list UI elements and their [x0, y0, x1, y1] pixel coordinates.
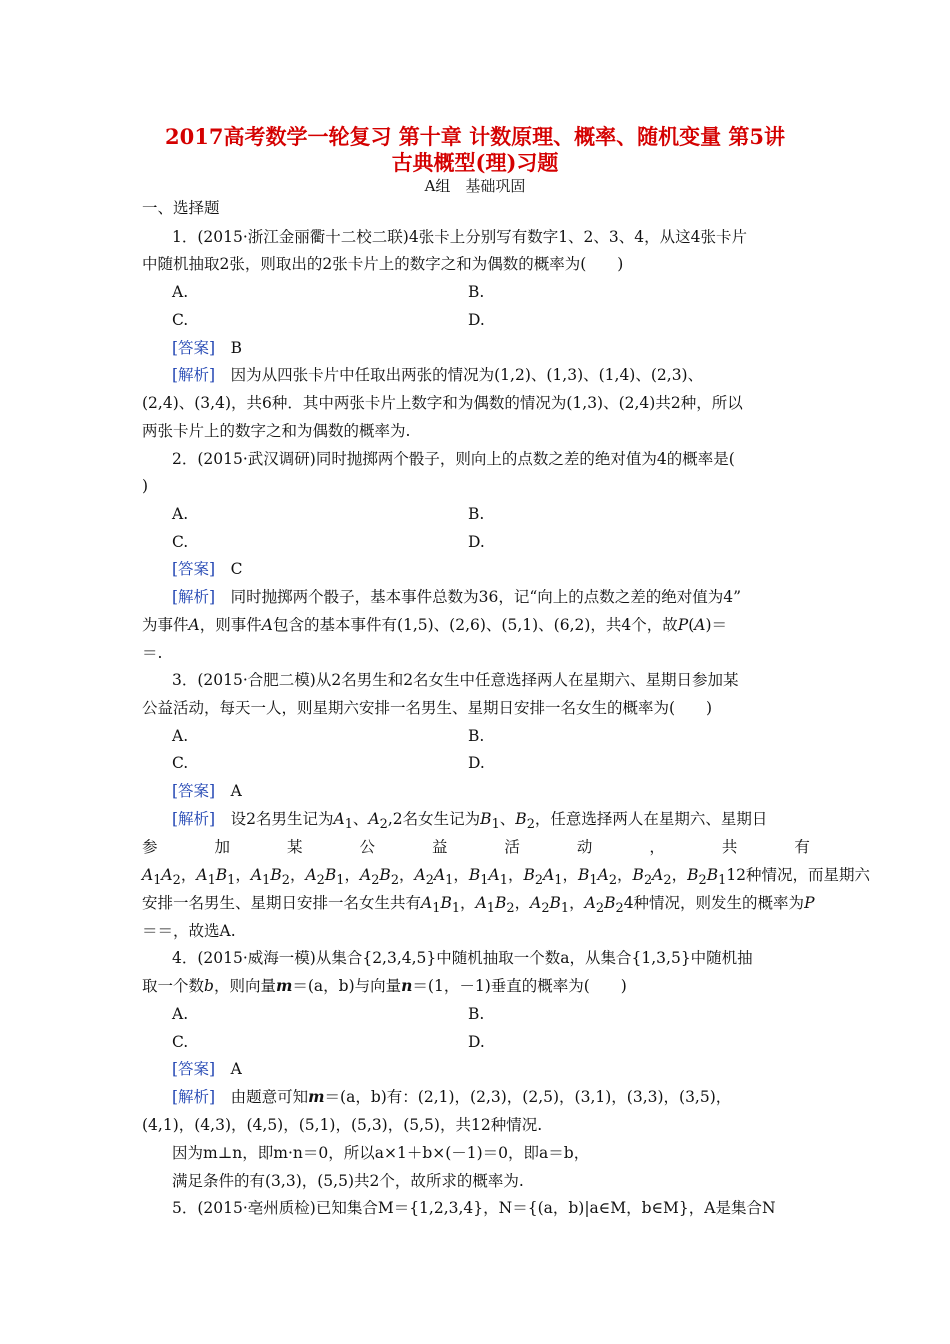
- q3-analysis-line-1: [解析] 设2名男生记为$A_1$、$A_2,2$名女生记为$B_1$、$B_2$，任意选择两人在星期六、星期日: [172, 810, 768, 833]
- q2-answer: [172, 559, 243, 579]
- q2-option-d: D.: [468, 533, 485, 551]
- word: 益: [431, 838, 448, 856]
- q1-analysis-line-3: 两张卡片上的数字之和为偶数的概率为.: [142, 422, 411, 440]
- document-title-line-2: 古典概型(理)习题: [391, 150, 559, 175]
- q3-analysis-line-3: $A_1A_2$，$A_1B_1$，$A_1B_2$，$A_2B_1$，$A_2B_2$，$A_2A_1$，$B_1A_1$，$B_2A_1$，$B_1A_2$，$B_2A_2$，$B_2B_112$种情况，而星期六: [142, 866, 871, 889]
- q1-option-a: A.: [172, 283, 189, 301]
- q3-option-c: C.: [172, 754, 189, 772]
- q2-analysis-line-1: [172, 587, 741, 607]
- q2-option-a: A.: [172, 505, 189, 523]
- q4-stem-line-1: 4．(2015·威海一模)从集合{2,3,4,5}中随机抽取一个数a，从集合{1,3,5}中随机抽: [172, 949, 753, 967]
- q4-a1-post: ＝(a，b)有：(2,1)，(2,3)，(2,5)，(3,1)，(3,3)，(3,5)，: [324, 1088, 732, 1106]
- q2-a2-mid: ，则事件: [199, 616, 262, 634]
- word: 某: [286, 838, 303, 856]
- q3-analysis-line-5: ＝＝，故选A.: [142, 922, 236, 940]
- analysis-tag: [解析]: [172, 1088, 216, 1106]
- answer-tag: [答案]: [172, 560, 216, 578]
- q1-analysis-line-1: [172, 365, 703, 385]
- q2-analysis-text-1: 同时抛掷两个骰子，基本事件总数为36，记“向上的点数之差的绝对值为4”: [230, 588, 742, 606]
- q2-answer-value: C: [230, 560, 243, 578]
- analysis-tag: [解析]: [172, 588, 216, 606]
- q3-answer-value: A: [230, 782, 242, 800]
- q2-option-c: C.: [172, 533, 189, 551]
- q2-stem-line-2: ): [142, 477, 149, 495]
- q3-option-a: A.: [172, 727, 189, 745]
- q4-l2-post: ＝(1，－1)垂直的概率为( ): [412, 977, 627, 995]
- q1-stem-line-2: 中随机抽取2张，则取出的2张卡片上的数字之和为偶数的概率为( ): [142, 255, 624, 273]
- q4-analysis-line-2: (4,1)，(4,3)，(4,5)，(5,1)，(5,3)，(5,5)，共12种情况.: [142, 1116, 543, 1134]
- q3-analysis-line-4: 安排一名男生、星期日安排一名女生共有$A_1B_1$，$A_1B_2$，$A_2B_1$，$A_2B_24$种情况，则发生的概率为P: [142, 894, 815, 917]
- word: 活: [504, 838, 520, 856]
- q4-analysis-line-1: [解析] 由题意可知m＝(a，b)有：(2,1)，(2,3)，(2,5)，(3,1)，(3,3)，(3,5)，: [172, 1087, 732, 1106]
- q1-analysis-line-2: (2,4)、(3,4)，共6种．其中两张卡片上数字和为偶数的情况为(1,3)、(2,4)共2种，所以: [142, 394, 743, 412]
- q1-answer: [172, 338, 242, 358]
- word: 加: [214, 838, 230, 856]
- q1-answer-value: B: [230, 339, 243, 357]
- q4-option-a: A.: [172, 1005, 189, 1023]
- q3-analysis-line-2: [142, 837, 810, 857]
- word: 公: [359, 838, 375, 856]
- q3-answer: [172, 781, 242, 801]
- answer-tag: [答案]: [172, 339, 216, 357]
- q2-a2-end: ＝: [711, 616, 728, 634]
- q3-a1-mid: 2名女生记为: [392, 810, 481, 828]
- answer-tag: [答案]: [172, 782, 216, 800]
- q3-option-b: B.: [468, 727, 485, 745]
- q2-a2-post: 包含的基本事件有(1,5)、(2,6)、(5,1)、(6,2)，共4个，故: [272, 616, 678, 634]
- q4-a1-pre: 由题意可知: [230, 1088, 309, 1106]
- q3-stem-line-1: 3．(2015·合肥二模)从2名男生和2名女生中任意选择两人在星期六、星期日参加某: [172, 671, 739, 689]
- q2-stem-line-1: 2．(2015·武汉调研)同时抛掷两个骰子，则向上的点数之差的绝对值为4的概率是(: [172, 450, 735, 468]
- word: 动: [576, 838, 593, 856]
- q2-option-b: B.: [468, 505, 485, 523]
- q3-a4-post: 4种情况，则发生的概率为: [623, 894, 805, 912]
- q5-stem-line-1: 5．(2015·亳州质检)已知集合M＝{1,2,3,4}，N＝{(a，b)|a∈M，b∈M}，A是集合N: [172, 1199, 776, 1217]
- word: 有: [794, 838, 810, 856]
- q1-option-b: B.: [468, 283, 485, 301]
- q4-l2-pre: 取一个数: [142, 977, 205, 995]
- q3-option-d: D.: [468, 754, 485, 772]
- section-heading: 一、选择题: [142, 199, 220, 217]
- q2-analysis-line-2: 为事件A，则事件A包含的基本事件有(1,5)、(2,6)、(5,1)、(6,2)，共4个，故P(A)＝: [142, 616, 728, 634]
- q4-option-b: B.: [468, 1005, 485, 1023]
- q4-option-c: C.: [172, 1033, 189, 1051]
- q2-analysis-line-3: ＝.: [142, 644, 163, 662]
- q3-stem-line-2: 公益活动，每天一人，则星期六安排一名男生、星期日安排一名女生的概率为( ): [142, 699, 713, 717]
- word: 共: [721, 838, 738, 856]
- q4-analysis-line-4: 满足条件的有(3,3)，(5,5)共2个，故所求的概率为.: [172, 1172, 524, 1190]
- document-title-line-1: 2017高考数学一轮复习 第十章 计数原理、概率、随机变量 第5讲: [165, 124, 785, 149]
- q3-a3-tail: 12种情况，而星期六: [726, 866, 871, 884]
- analysis-tag: [解析]: [172, 366, 216, 384]
- word: 参: [142, 838, 158, 856]
- group-label: A组 基础巩固: [424, 177, 526, 195]
- q4-option-d: D.: [468, 1033, 485, 1051]
- q1-option-d: D.: [468, 311, 485, 329]
- q4-l2-mid2: ＝(a，b)与向量: [292, 977, 402, 995]
- q4-answer: [172, 1059, 242, 1079]
- answer-tag: [答案]: [172, 1060, 216, 1078]
- word: ，: [649, 838, 665, 856]
- q4-answer-value: A: [230, 1060, 242, 1078]
- q1-analysis-text-1: 因为从四张卡片中任取出两张的情况为(1,2)、(1,3)、(1,4)、(2,3)、: [230, 366, 704, 384]
- q1-option-c: C.: [172, 311, 189, 329]
- q4-analysis-line-3: 因为m⊥n，即m·n＝0，所以a×1＋b×(－1)＝0，即a＝b，: [172, 1144, 590, 1162]
- analysis-tag: [解析]: [172, 810, 216, 828]
- q4-stem-line-2: 取一个数b，则向量m＝(a，b)与向量n＝(1，－1)垂直的概率为( ): [142, 976, 627, 995]
- q2-a2-pre: 为事件: [142, 616, 189, 634]
- q1-stem-line-1: 1．(2015·浙江金丽衢十二校二联)4张卡上分别写有数字1、2、3、4，从这4张卡片: [172, 228, 748, 246]
- q3-a4-pre: 安排一名男生、星期日安排一名女生共有: [142, 894, 422, 912]
- q4-l2-mid: ，则向量: [213, 977, 276, 995]
- q3-a1-pre: 设2名男生记为: [230, 810, 334, 828]
- q3-a1-post: ，任意选择两人在星期六、星期日: [534, 810, 768, 828]
